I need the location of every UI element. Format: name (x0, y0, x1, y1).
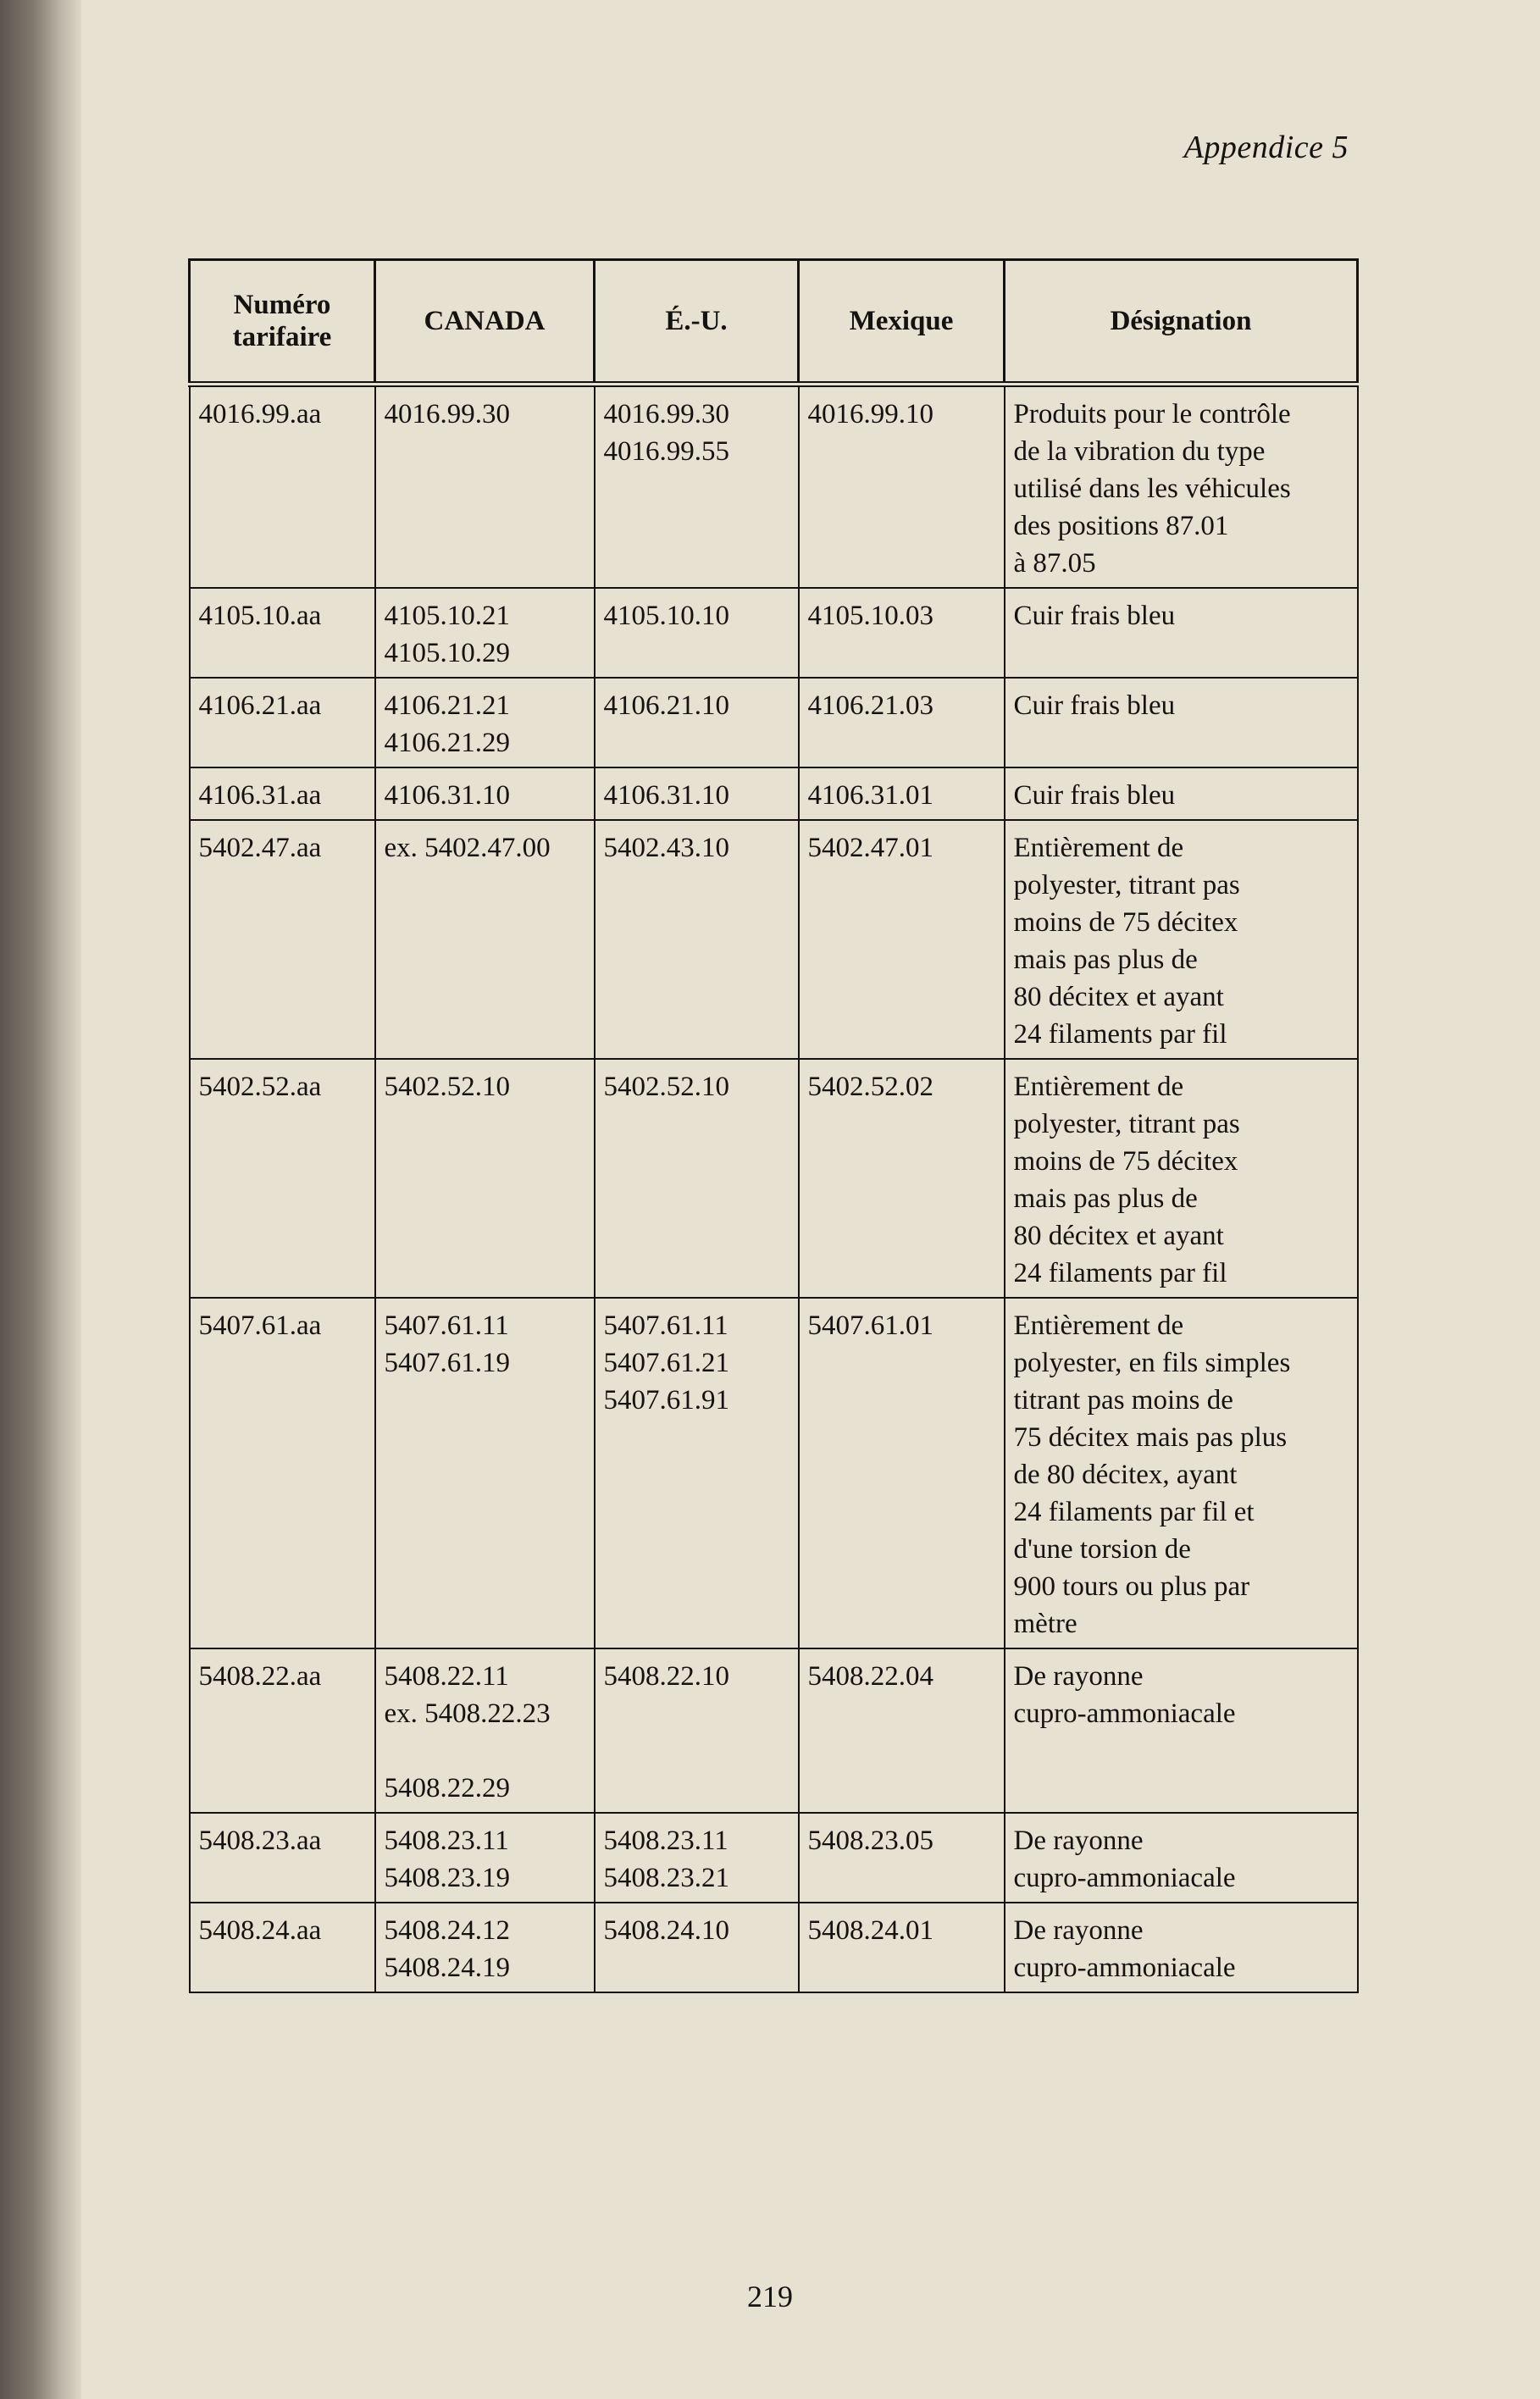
cell-designation-line: De rayonne (1013, 1915, 1144, 1946)
cell-canada (375, 1903, 595, 1992)
cell-designation-line: 75 décitex mais pas plus (1013, 1422, 1288, 1453)
cell-canada-line: 4016.99.30 (384, 399, 510, 429)
cell-canada (375, 678, 595, 767)
cell-designation-line: cupro-ammoniacale (1013, 1698, 1236, 1729)
cell-mexico (799, 1813, 1005, 1903)
table-row (190, 767, 1358, 820)
cell-mexico (799, 1903, 1005, 1992)
cell-canada-line: 4105.10.21 (384, 601, 510, 631)
cell-mexico-line: 5402.52.02 (807, 1072, 933, 1102)
cell-canada-line: 4106.21.21 (384, 690, 510, 721)
column-header-tariff: Numéro tarifaire (190, 260, 375, 385)
cell-us (595, 767, 799, 820)
table-row (190, 1648, 1358, 1813)
cell-us-line: 5408.22.10 (603, 1661, 729, 1692)
cell-designation-line: mais pas plus de (1013, 1183, 1198, 1214)
cell-designation-line: Cuir frais bleu (1013, 690, 1176, 721)
cell-designation-line: Entièrement de (1013, 1310, 1184, 1341)
table-row (190, 1059, 1358, 1298)
column-header-us: É.-U. (595, 260, 799, 385)
cell-canada-line: 5408.22.29 (384, 1773, 510, 1803)
cell-canada-line: 5408.24.12 (384, 1915, 510, 1946)
binding-shadow (0, 0, 81, 2399)
cell-designation-line: 24 filaments par fil (1013, 1258, 1227, 1288)
cell-mexico (799, 678, 1005, 767)
cell-us-line: 4106.21.10 (603, 690, 729, 721)
cell-us-line: 4105.10.10 (603, 601, 729, 631)
cell-canada-line: 4106.31.10 (384, 780, 510, 811)
cell-designation-line: 900 tours ou plus par (1013, 1571, 1250, 1602)
cell-mexico (799, 1059, 1005, 1298)
tariff-table-container (188, 258, 1359, 1993)
cell-designation-line: titrant pas moins de (1013, 1385, 1233, 1416)
table-row (190, 1298, 1358, 1648)
table-row (190, 385, 1358, 589)
cell-canada (375, 588, 595, 678)
cell-canada (375, 1813, 595, 1903)
cell-mexico-line: 5408.23.05 (807, 1826, 933, 1856)
cell-mexico-line: 4106.31.01 (807, 780, 933, 811)
cell-tariff-number: 4106.31.aa (190, 767, 375, 820)
cell-mexico-line: 5407.61.01 (807, 1310, 933, 1341)
cell-designation-line: utilisé dans les véhicules (1013, 474, 1291, 504)
cell-designation-line: De rayonne (1013, 1826, 1144, 1856)
cell-canada-line: 5407.61.19 (384, 1348, 510, 1378)
cell-designation-line: cupro-ammoniacale (1013, 1953, 1236, 1983)
cell-designation-line: de la vibration du type (1013, 436, 1266, 467)
cell-designation-line: mais pas plus de (1013, 945, 1198, 975)
cell-designation-line: 24 filaments par fil et (1013, 1497, 1255, 1527)
column-header-designation: Désignation (1005, 260, 1358, 385)
cell-mexico-line: 4106.21.03 (807, 690, 933, 721)
cell-tariff-number: 5408.22.aa (190, 1648, 375, 1813)
cell-us-line: 5407.61.11 (603, 1310, 728, 1341)
column-header-mexico: Mexique (799, 260, 1005, 385)
cell-designation-line: cupro-ammoniacale (1013, 1863, 1236, 1893)
cell-canada-line (385, 1732, 585, 1770)
cell-canada (375, 820, 595, 1059)
cell-designation-line: 24 filaments par fil (1013, 1019, 1227, 1050)
cell-us (595, 1059, 799, 1298)
cell-mexico (799, 820, 1005, 1059)
cell-canada-line: 4105.10.29 (384, 638, 510, 668)
cell-mexico (799, 385, 1005, 589)
cell-canada-line: 5408.24.19 (384, 1953, 510, 1983)
cell-designation-line: 80 décitex et ayant (1013, 982, 1224, 1012)
page-header: Appendice 5 (1183, 130, 1349, 165)
cell-us (595, 678, 799, 767)
cell-canada (375, 385, 595, 589)
cell-designation-line: d'une torsion de (1013, 1534, 1191, 1565)
cell-designation-line: moins de 75 décitex (1013, 1146, 1238, 1177)
cell-canada-line: 4106.21.29 (384, 728, 510, 758)
cell-designation (1005, 767, 1358, 820)
cell-designation-line: 80 décitex et ayant (1013, 1221, 1224, 1251)
table-row (190, 1813, 1358, 1903)
cell-designation-line: De rayonne (1013, 1661, 1144, 1692)
cell-canada (375, 1648, 595, 1813)
cell-canada-line: ex. 5402.47.00 (384, 833, 551, 863)
cell-designation-line: polyester, en fils simples (1013, 1348, 1291, 1378)
cell-canada-line: 5408.23.11 (384, 1826, 509, 1856)
cell-mexico (799, 1648, 1005, 1813)
cell-designation (1005, 1059, 1358, 1298)
cell-us-line: 5402.52.10 (603, 1072, 729, 1102)
cell-designation (1005, 1813, 1358, 1903)
cell-mexico (799, 588, 1005, 678)
cell-mexico-line: 5408.24.01 (807, 1915, 933, 1946)
cell-tariff-number: 4105.10.aa (190, 588, 375, 678)
cell-designation-line: mètre (1013, 1609, 1077, 1639)
cell-us (595, 588, 799, 678)
cell-us-line: 4016.99.30 (603, 399, 729, 429)
cell-designation-line: des positions 87.01 (1013, 511, 1229, 541)
cell-designation-line: Entièrement de (1013, 1072, 1184, 1102)
cell-us-line: 4106.31.10 (603, 780, 729, 811)
cell-us (595, 1813, 799, 1903)
cell-us-line: 5408.24.10 (603, 1915, 729, 1946)
cell-tariff-number: 5402.47.aa (190, 820, 375, 1059)
cell-us-line: 5408.23.11 (603, 1826, 728, 1856)
cell-designation (1005, 820, 1358, 1059)
cell-designation (1005, 1903, 1358, 1992)
cell-designation (1005, 385, 1358, 589)
cell-canada-line: 5408.23.19 (384, 1863, 510, 1893)
tariff-table (188, 258, 1359, 1993)
cell-us-line: 5408.23.21 (603, 1863, 729, 1893)
table-row (190, 588, 1358, 678)
cell-mexico-line: 4016.99.10 (807, 399, 933, 429)
table-row (190, 820, 1358, 1059)
cell-designation-line: à 87.05 (1013, 548, 1096, 579)
cell-designation-line: de 80 décitex, ayant (1013, 1460, 1238, 1490)
cell-designation-line: Cuir frais bleu (1013, 780, 1176, 811)
cell-designation-line: polyester, titrant pas (1013, 870, 1240, 900)
cell-designation (1005, 678, 1358, 767)
cell-tariff-number: 4106.21.aa (190, 678, 375, 767)
cell-designation (1005, 588, 1358, 678)
cell-us-line: 5407.61.21 (603, 1348, 729, 1378)
cell-designation-line: Entièrement de (1013, 833, 1184, 863)
cell-canada (375, 767, 595, 820)
cell-tariff-number: 5408.24.aa (190, 1903, 375, 1992)
page-number: 219 (747, 2280, 793, 2313)
column-header-canada: CANADA (375, 260, 595, 385)
cell-canada-line: 5408.22.11 (384, 1661, 509, 1692)
cell-canada-line: ex. 5408.22.23 (384, 1698, 551, 1729)
cell-canada (375, 1059, 595, 1298)
cell-designation (1005, 1648, 1358, 1813)
table-body (190, 385, 1358, 1993)
cell-tariff-number: 5407.61.aa (190, 1298, 375, 1648)
cell-canada (375, 1298, 595, 1648)
cell-designation (1005, 1298, 1358, 1648)
cell-us-line: 5402.43.10 (603, 833, 729, 863)
cell-canada-line: 5402.52.10 (384, 1072, 510, 1102)
table-header-row (190, 260, 1358, 385)
cell-us (595, 1298, 799, 1648)
cell-mexico-line: 4105.10.03 (807, 601, 933, 631)
cell-mexico-line: 5402.47.01 (807, 833, 933, 863)
cell-us (595, 385, 799, 589)
cell-designation-line: moins de 75 décitex (1013, 907, 1238, 938)
cell-us (595, 1648, 799, 1813)
cell-mexico (799, 1298, 1005, 1648)
cell-us-line: 5407.61.91 (603, 1385, 729, 1416)
table-row (190, 678, 1358, 767)
cell-canada-line: 5407.61.11 (384, 1310, 509, 1341)
cell-tariff-number: 4016.99.aa (190, 385, 375, 589)
cell-mexico-line: 5408.22.04 (807, 1661, 933, 1692)
cell-us (595, 1903, 799, 1992)
cell-tariff-number: 5402.52.aa (190, 1059, 375, 1298)
cell-mexico (799, 767, 1005, 820)
cell-us (595, 820, 799, 1059)
cell-designation-line: Cuir frais bleu (1013, 601, 1176, 631)
cell-us-line: 4016.99.55 (603, 436, 729, 467)
table-row (190, 1903, 1358, 1992)
cell-designation-line: Produits pour le contrôle (1013, 399, 1291, 429)
cell-designation-line: polyester, titrant pas (1013, 1109, 1240, 1139)
cell-tariff-number: 5408.23.aa (190, 1813, 375, 1903)
